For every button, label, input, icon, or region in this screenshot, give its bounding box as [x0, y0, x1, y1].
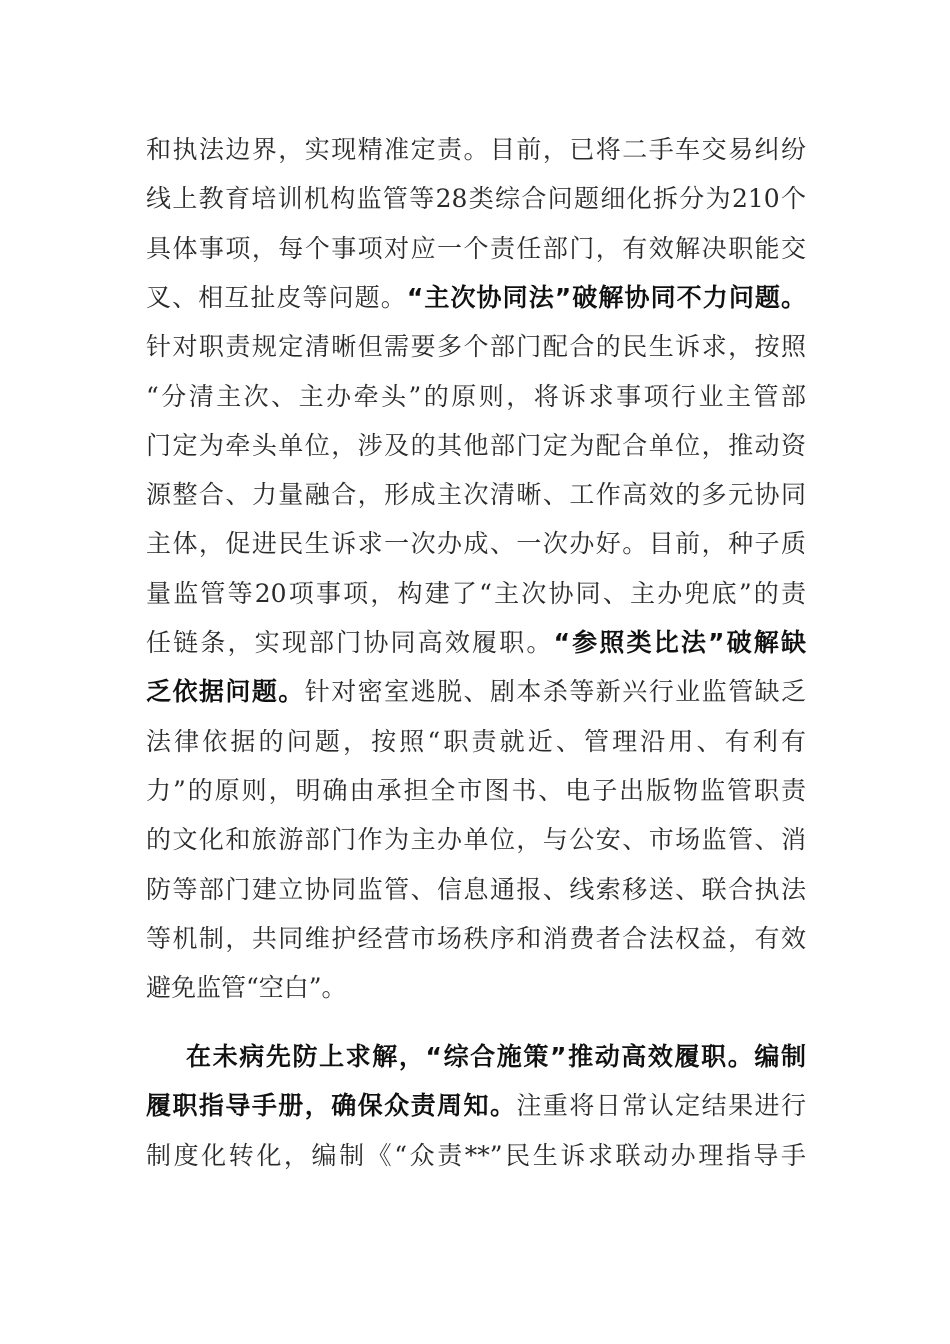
- text-line: [146, 475, 806, 515]
- bold-heading-run: 在未病先防上求解，“综合施策”推动高效履职。编制: [186, 1042, 806, 1071]
- text-line: [146, 919, 806, 959]
- text-line: [146, 968, 806, 1008]
- text-run: 的文化和旅游部门作为主办单位，与公安、市场监管、消: [146, 825, 806, 855]
- text-run: 任链条，实现部门协同高效履职。: [146, 628, 554, 657]
- text-line: [146, 722, 806, 762]
- text-line: [146, 771, 806, 811]
- text-run: 等机制，共同维护经营市场秩序和消费者合法权益，有效: [146, 923, 806, 953]
- text-line: [146, 426, 806, 466]
- text-run: 具体事项，每个事项对应一个责任部门，有效解决职能交: [146, 233, 806, 263]
- text-run: 主体，促进民生诉求一次办成、一次办好。目前，种子质: [146, 529, 806, 559]
- text-run: 避免监管“空白”。: [146, 973, 347, 1003]
- text-run: 针对职责规定清晰但需要多个部门配合的民生诉求，按照: [146, 332, 806, 362]
- text-line: [146, 179, 806, 219]
- text-run: 和执法边界，实现精准定责。目前，已将二手车交易纠纷: [146, 135, 806, 164]
- text-line: [146, 672, 806, 712]
- bold-heading-run: “参照类比法”破解缺: [553, 628, 806, 657]
- text-line: [146, 574, 806, 614]
- bold-heading-run: 履职指导手册，确保众责周知。: [146, 1091, 517, 1121]
- text-run: 叉、相互扯皮等问题。: [146, 282, 407, 312]
- text-line: [146, 1136, 806, 1176]
- text-run: 制度化转化，编制《“众责**”民生诉求联动办理指导手: [146, 1140, 806, 1170]
- text-line: [146, 1086, 806, 1126]
- text-line: [146, 229, 806, 269]
- text-run: 量监管等20项事项，构建了“主次协同、主办兜底”的责: [146, 578, 806, 608]
- text-run: 法律依据的问题，按照“职责就近、管理沿用、有利有: [146, 726, 806, 756]
- text-line: [146, 130, 806, 170]
- text-run: 注重将日常认定结果进行: [516, 1091, 806, 1121]
- text-line: [146, 623, 806, 663]
- text-run: 线上教育培训机构监管等28类综合问题细化拆分为210个: [146, 184, 806, 214]
- text-line: [146, 870, 806, 910]
- text-line: [146, 820, 806, 860]
- text-line: [186, 1037, 806, 1077]
- text-run: “分清主次、主办牵头”的原则，将诉求事项行业主管部: [146, 381, 806, 411]
- text-run: 力”的原则，明确由承担全市图书、电子出版物监管职责: [146, 775, 806, 805]
- bold-heading-run: “主次协同法”破解协同不力问题。: [406, 282, 806, 312]
- text-line: [146, 327, 806, 367]
- text-run: 源整合、力量融合，形成主次清晰、工作高效的多元协同: [146, 480, 806, 510]
- text-line: [146, 278, 806, 318]
- text-run: 门定为牵头单位，涉及的其他部门定为配合单位，推动资: [146, 430, 806, 460]
- bold-heading-run: 乏依据问题。: [146, 677, 305, 707]
- text-run: 针对密室逃脱、剧本杀等新兴行业监管缺乏: [304, 677, 806, 707]
- text-line: [146, 377, 806, 417]
- text-line: [146, 524, 806, 564]
- text-run: 防等部门建立协同监管、信息通报、线索移送、联合执法: [146, 874, 806, 904]
